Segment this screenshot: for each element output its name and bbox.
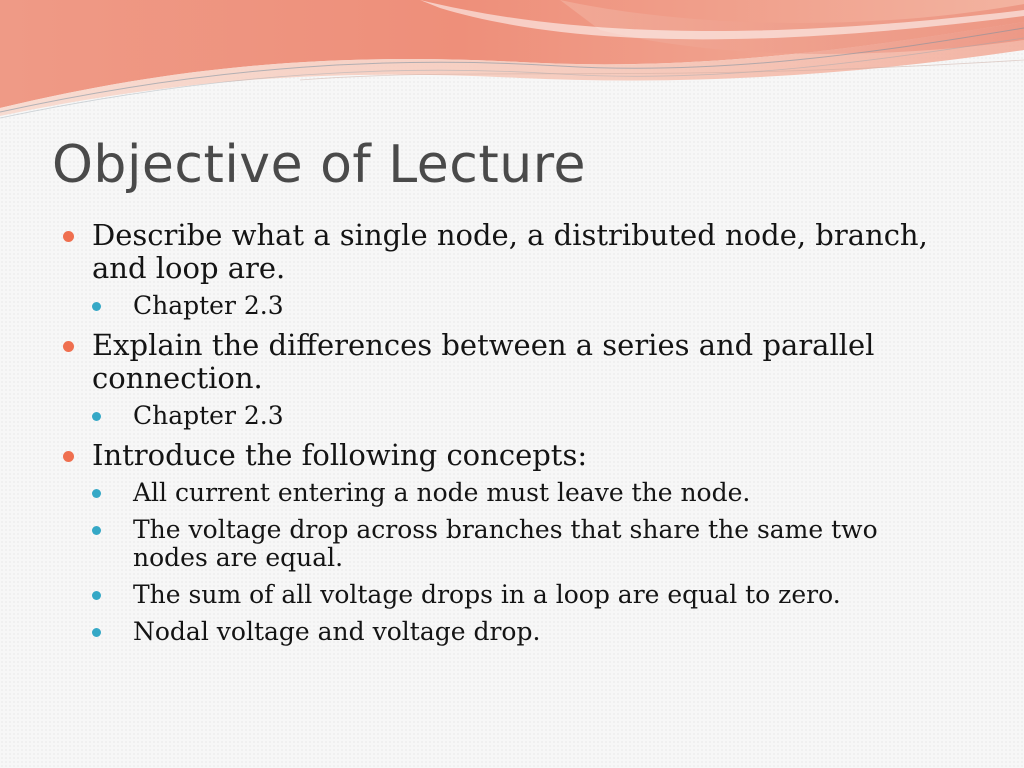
sub-bullet-list [92,292,960,320]
sub-bullet-item [92,516,960,572]
sub-bullet-dot-icon [92,628,101,637]
bullet-text: Explain the differences between a series and parallel connection. [92,328,875,395]
bullet-item [60,219,960,320]
sub-bullet-dot-icon [92,526,101,535]
sub-bullet-list [92,479,960,646]
sub-bullet-item [92,479,960,507]
sub-bullet-item [92,581,960,609]
bullet-dot-icon [63,341,74,352]
bullet-dot-icon [63,451,74,462]
sub-bullet-dot-icon [92,302,101,311]
header-swoosh-decoration [0,0,1024,130]
bullet-item [60,329,960,430]
sub-bullet-item [92,402,960,430]
bullet-dot-icon [63,231,74,242]
bullet-text: Describe what a single node, a distributed node, branch, and loop are. [92,218,928,285]
bullet-item [60,439,960,646]
sub-bullet-text: All current entering a node must leave the node. [133,478,751,507]
bullet-list [60,219,960,646]
sub-bullet-text: Chapter 2.3 [133,291,284,320]
sub-bullet-text: Chapter 2.3 [133,401,284,430]
sub-bullet-item [92,618,960,646]
sub-bullet-text: The sum of all voltage drops in a loop are equal to zero. [133,580,841,609]
slide-body [60,219,960,655]
sub-bullet-dot-icon [92,591,101,600]
sub-bullet-list [92,402,960,430]
sub-bullet-text: Nodal voltage and voltage drop. [133,617,541,646]
sub-bullet-text: The voltage drop across branches that share the same two nodes are equal. [133,515,878,572]
bullet-text: Introduce the following concepts: [92,438,588,472]
sub-bullet-dot-icon [92,412,101,421]
sub-bullet-item [92,292,960,320]
slide-title: Objective of Lecture [52,135,586,195]
sub-bullet-dot-icon [92,489,101,498]
